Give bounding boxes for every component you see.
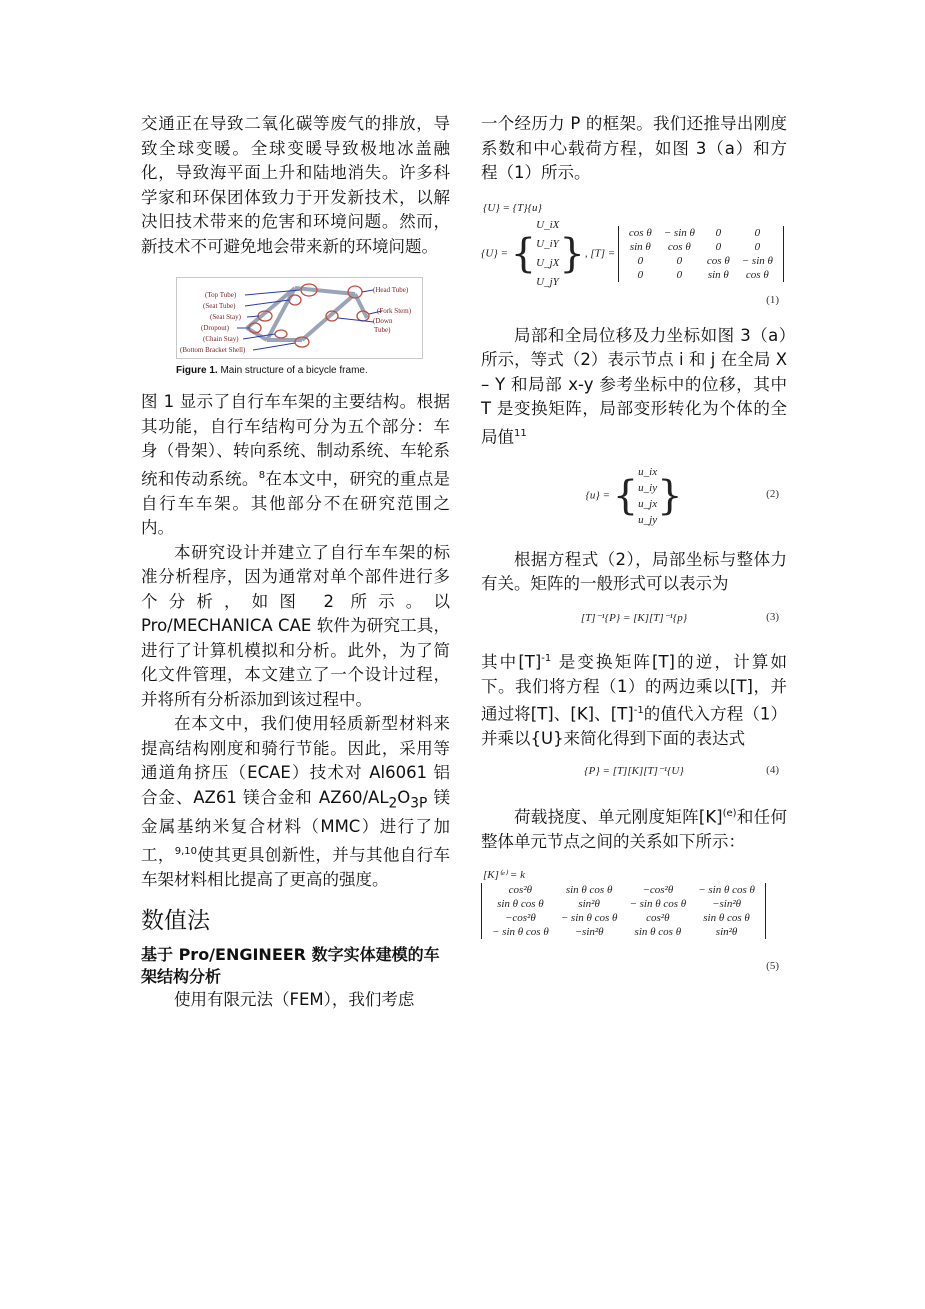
matrix-cell: − sin θ: [741, 254, 773, 267]
matrix-cell: − sin θ cos θ: [492, 926, 549, 938]
matrix-cell: − sin θ: [663, 226, 695, 239]
matrix-cell: − sin θ cos θ: [560, 912, 618, 924]
matrix-cell: cos²θ: [508, 884, 533, 896]
label-dropout: (Dropout): [201, 324, 229, 332]
matrix-cell: cos²θ: [646, 912, 670, 924]
matrix-cell: sin θ: [707, 268, 729, 281]
equation-1-matrix: [618, 226, 784, 282]
matrix-cell: sin²θ: [578, 898, 600, 910]
matrix-cell: 0: [754, 240, 761, 253]
label-down-tube-1: (Down: [373, 317, 393, 325]
matrix-cell: 0: [715, 240, 722, 253]
equation-3-number: (3): [766, 610, 779, 623]
equation-3: [T]⁻¹{P} = [K][T]⁻¹{p} (3): [580, 610, 779, 624]
paragraph-materials: 在本文中，我们使用轻质新型材料来提高结构刚度和骑行节能。因此，采用等通道角挤压（ECAE）技术对 Al6061 铝合金、AZ61 镁合金和 $AZ60/AL_2O_{3P}$ 镁金属基纳米复合材料（MMC）进行了加工，$^{9,10}$使其更具创新性，并与其他自行车车架材料相比提高了更高的强度。: [141, 714, 451, 889]
equation-5-line1: [K]⁽ᵉ⁾ = k: [483, 869, 525, 881]
paragraph-analysis-procedure: 本研究设计并建立了自行车车架的标准分析程序，因为通常对单个部件进行多个分析，如图 2 所示。以 Pro/MECHANICA CAE 软件为研究工具，进行了计算机模拟和分析。此外，为了简化文件管理，本文建立了一个设计过程，并将所有分析添加到该过程中。: [141, 542, 450, 709]
vector-entry: U_jX: [536, 256, 560, 269]
matrix-cell: −sin²θ: [712, 898, 742, 910]
matrix-cell: 0: [676, 268, 683, 281]
label-head-tube: (Head Tube): [373, 286, 409, 294]
vector-entry: u_iy: [638, 481, 658, 494]
equation-5: [481, 868, 787, 972]
equation-1-line2: {U} = { U_iX U_iY U_jX U_jY }, [T] = cos θ − sin θ 0 0 sin θ cos θ 0 0 0 0 cos θ − sin θ 0 0 sin θ cos θ: [481, 216, 787, 292]
vector-entry: u_ix: [638, 465, 658, 478]
label-seat-tube: (Seat Tube): [203, 302, 236, 310]
matrix-cell: sin θ cos θ: [634, 926, 682, 938]
equation-1-vector: [536, 216, 559, 292]
equation-1-line1: {U} = {T}{u}: [483, 201, 542, 214]
subsection-title: 基于 Pro/ENGINEER 数字实体建模的车架结构分析: [141, 945, 440, 987]
label-top-tube: (Top Tube): [205, 291, 237, 299]
equation-1: [481, 201, 787, 306]
paragraph-figure-description: 图 1 显示了自行车车架的主要结构。根据其功能，自行车结构可分为五个部分：车身（骨架）、转向系统、制动系统、车轮系统和传动系统。$^8$在本文中，研究的重点是自行车车架。其他部分不在研究范围之内。: [141, 392, 450, 537]
equation-1-number: (1): [766, 293, 779, 306]
paragraph-fem: 使用有限元法（FEM），我们考虑: [174, 990, 415, 1010]
vector-entry: U_jY: [536, 275, 559, 288]
left-column: [141, 112, 450, 1013]
matrix-cell: sin θ cos θ: [497, 898, 544, 910]
bicycle-frame-diagram: [176, 277, 423, 359]
vector-entry: u_jy: [638, 513, 658, 526]
right-column: [481, 112, 787, 972]
matrix-cell: cos θ: [706, 254, 730, 267]
matrix-cell: −cos²θ: [642, 884, 674, 896]
paragraph-frame-force: 一个经历力 P 的框架。我们还推导出刚度系数和中心载荷方程，如图 3（a）和方程（1）所示。: [481, 114, 787, 182]
vector-entry: u_jx: [638, 497, 658, 510]
paragraph-intro: 交通正在导致二氧化碳等废气的排放，导致全球变暖。全球变暖导致极地冰盖融化，导致海平面上升和陆地消失。许多科学家和环保团体致力于开发新技术，以解决旧技术带来的危害和环境问题。然而，新技术不可避免地会带来新的环境问题。: [141, 114, 450, 256]
paragraph-coordinates: 局部和全局位移及力坐标如图 3（a）所示，等式（2）表示节点 i 和 j 在全局 X – Y 和局部 x-y 参考坐标中的位移，其中 T 是变换矩阵，局部变形转化为个体的全局值$^{11}$: [481, 325, 787, 446]
matrix-cell: −sin²θ: [574, 926, 604, 938]
label-down-tube-2: Tube): [374, 326, 391, 334]
matrix-cell: 0: [754, 226, 761, 239]
matrix-cell: cos θ: [667, 240, 691, 253]
equation-2-vector: [638, 464, 657, 528]
equation-5-number: (5): [766, 960, 779, 972]
matrix-cell: 0: [637, 254, 644, 267]
equation-5-matrix: [481, 883, 766, 939]
paragraph-stiffness: 荷载挠度、单元刚度矩阵$[K]^{(e)}$和任何整体单元节点之间的关系如下所示：: [481, 807, 788, 851]
equation-4: {P} = [T][K][T]⁻¹{U} (4): [584, 763, 779, 777]
matrix-cell: 0: [676, 254, 683, 267]
matrix-cell: − sin θ cos θ: [698, 884, 755, 896]
paragraph-matrix-form: 根据方程式（2），局部坐标与整体力有关。矩阵的一般形式可以表示为: [481, 549, 787, 593]
equation-2-number: (2): [766, 487, 779, 500]
matrix-cell: sin θ: [629, 240, 651, 253]
matrix-cell: −cos²θ: [504, 912, 536, 924]
label-seat-stay: (Seat Stay): [210, 313, 241, 321]
label-chain-stay: (Chain Stay): [203, 335, 239, 343]
matrix-cell: 0: [637, 268, 644, 281]
matrix-cell: cos θ: [628, 226, 652, 239]
paragraph-inverse: 其中$[T]^{-1}$ 是变换矩阵[T]的逆，计算如下。我们将方程（1）的两边乘以[T]，并通过将[T]、[K]、$[T]^{-1}$的值代入方程（1）并乘以{U}来简化得到下面的表达式: [481, 652, 787, 748]
vector-entry: U_iY: [536, 237, 559, 250]
matrix-cell: sin θ cos θ: [565, 884, 613, 896]
figure-1: [176, 277, 421, 376]
matrix-cell: sin θ cos θ: [703, 912, 750, 924]
label-fork-stem: (Fork Stem): [377, 307, 412, 315]
matrix-cell: − sin θ cos θ: [629, 898, 687, 910]
label-bottom-bracket: (Bottom Bracket Shell): [180, 346, 246, 354]
matrix-cell: sin²θ: [715, 926, 738, 938]
matrix-cell: 0: [715, 226, 722, 239]
figure-caption: Figure 1. Main structure of a bicycle frame.: [176, 365, 368, 376]
equation-4-number: (4): [766, 763, 779, 776]
section-title: 数值法: [141, 908, 210, 935]
equation-2: {u} = { u_ix u_iy u_jx u_jy } (2): [585, 465, 779, 526]
vector-entry: U_iX: [536, 218, 560, 231]
matrix-cell: cos θ: [745, 268, 769, 281]
